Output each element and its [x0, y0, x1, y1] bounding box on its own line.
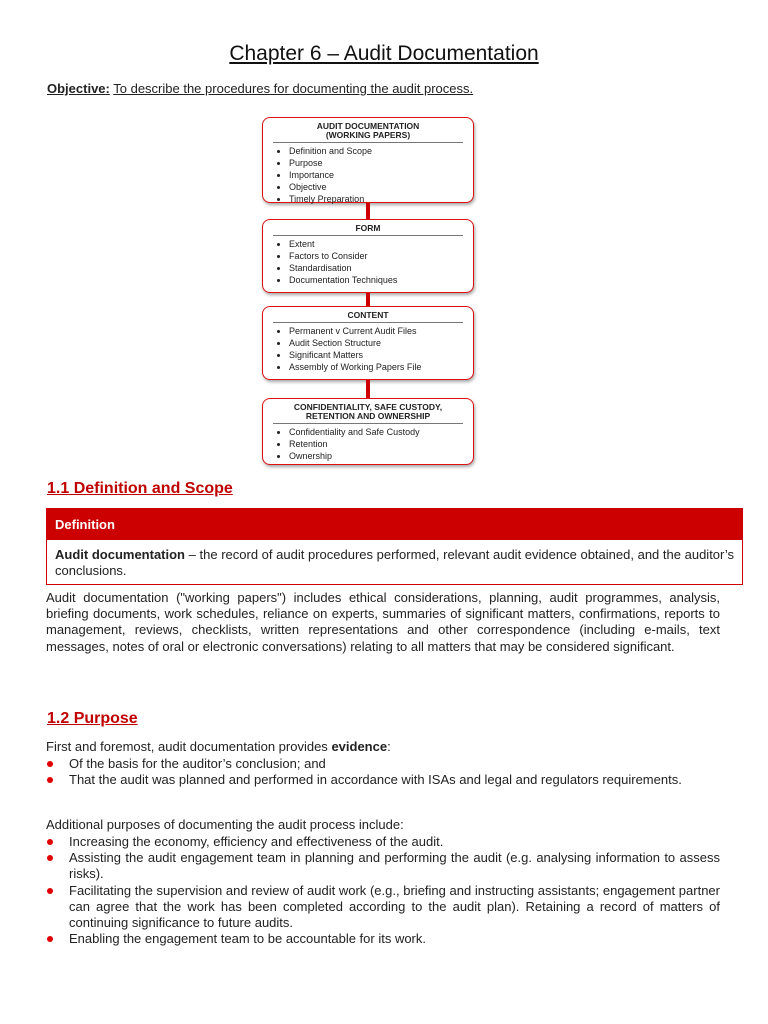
flow-item: • Factors to Consider	[289, 250, 473, 262]
flow-item: • Significant Matters	[289, 349, 473, 361]
flow-box-heading	[273, 224, 463, 236]
objective-line	[47, 81, 473, 96]
flow-item: • Documentation Techniques	[289, 274, 473, 286]
flow-connector	[366, 293, 370, 306]
flow-item: • Standardisation	[289, 262, 473, 274]
flow-item: • Importance	[289, 169, 473, 181]
list-item: Facilitating the supervision and review of audit work (e.g., briefing and instructing assistants; engagement partner can agree that the work has been completed according to the audit plan). Retaining a record of matters of continuing significance to future audits.	[46, 883, 720, 932]
objective-label: Objective:	[47, 81, 110, 96]
definition-header: Definition	[47, 509, 742, 540]
flow-item: • Timely Preparation	[289, 193, 473, 205]
flow-item: • Extent	[289, 238, 473, 250]
flow-connector	[366, 380, 370, 398]
purpose-intro	[46, 739, 720, 755]
flow-item: • Assembly of Working Papers File	[289, 361, 473, 373]
evidence-bullet-list	[46, 756, 720, 788]
additional-purposes-list	[46, 834, 720, 947]
flow-item: • Objective	[289, 181, 473, 193]
flow-heading-line: AUDIT DOCUMENTATION	[316, 121, 420, 131]
flow-box-heading	[273, 311, 463, 323]
flow-item: • Permanent v Current Audit Files	[289, 325, 473, 337]
flow-heading-line: (WORKING PAPERS)	[325, 130, 411, 140]
flow-item: • Audit Section Structure	[289, 337, 473, 349]
additional-purposes-intro: Additional purposes of documenting the audit process include:	[46, 817, 404, 832]
flow-item: • Definition and Scope	[289, 145, 473, 157]
purpose-intro-bold: evidence	[331, 739, 388, 754]
list-item: That the audit was planned and performed in accordance with ISAs and legal and regulators requirements.	[46, 772, 720, 788]
flow-box-content	[262, 306, 474, 380]
flow-box-heading	[273, 403, 463, 424]
flow-heading-line: FORM	[355, 223, 381, 233]
purpose-intro-suffix: :	[387, 739, 391, 754]
definition-text: – the record of audit procedures performed, relevant audit evidence obtained, and the auditor’s conclusions.	[55, 547, 734, 578]
flow-item: • Retention	[289, 438, 473, 450]
list-item: Assisting the audit engagement team in planning and performing the audit (e.g. analysing information to assess risks).	[46, 850, 720, 882]
flow-box-form	[262, 219, 474, 293]
flow-heading-line: CONFIDENTIALITY, SAFE CUSTODY,	[293, 402, 443, 412]
flow-box-heading	[273, 122, 463, 143]
list-item: Enabling the engagement team to be accountable for its work.	[46, 931, 720, 947]
definition-body	[47, 540, 742, 584]
flow-box-confidentiality	[262, 398, 474, 465]
flow-item: • Confidentiality and Safe Custody	[289, 426, 473, 438]
flow-heading-line: RETENTION AND OWNERSHIP	[305, 411, 431, 421]
flow-box-audit-documentation	[262, 117, 474, 203]
flow-item: • Purpose	[289, 157, 473, 169]
list-item: Increasing the economy, efficiency and effectiveness of the audit.	[46, 834, 720, 850]
list-item: Of the basis for the auditor’s conclusion; and	[46, 756, 720, 772]
flow-heading-line: CONTENT	[347, 310, 389, 320]
purpose-intro-text: First and foremost, audit documentation provides	[46, 739, 332, 754]
section-heading-purpose: 1.2 Purpose	[47, 710, 138, 727]
objective-text: To describe the procedures for documenting the audit process.	[113, 81, 474, 96]
page-title: Chapter 6 – Audit Documentation	[229, 42, 539, 65]
flow-connector	[366, 203, 370, 219]
flow-item: • Ownership	[289, 450, 473, 462]
section-heading-definition-scope: 1.1 Definition and Scope	[47, 480, 233, 497]
scope-paragraph: Audit documentation ("working papers") includes ethical considerations, planning, audit programmes, analysis, briefing documents, work schedules, reliance on experts, summaries of significant matters, confirmations, reports to management, reviews, checklists, written representations and other correspondence (including e-mails, text messages, notes of oral or electronic conversations) relating to all matters that may be considered significant.	[46, 590, 720, 654]
definition-term: Audit documentation	[55, 547, 186, 562]
definition-box	[46, 508, 743, 585]
